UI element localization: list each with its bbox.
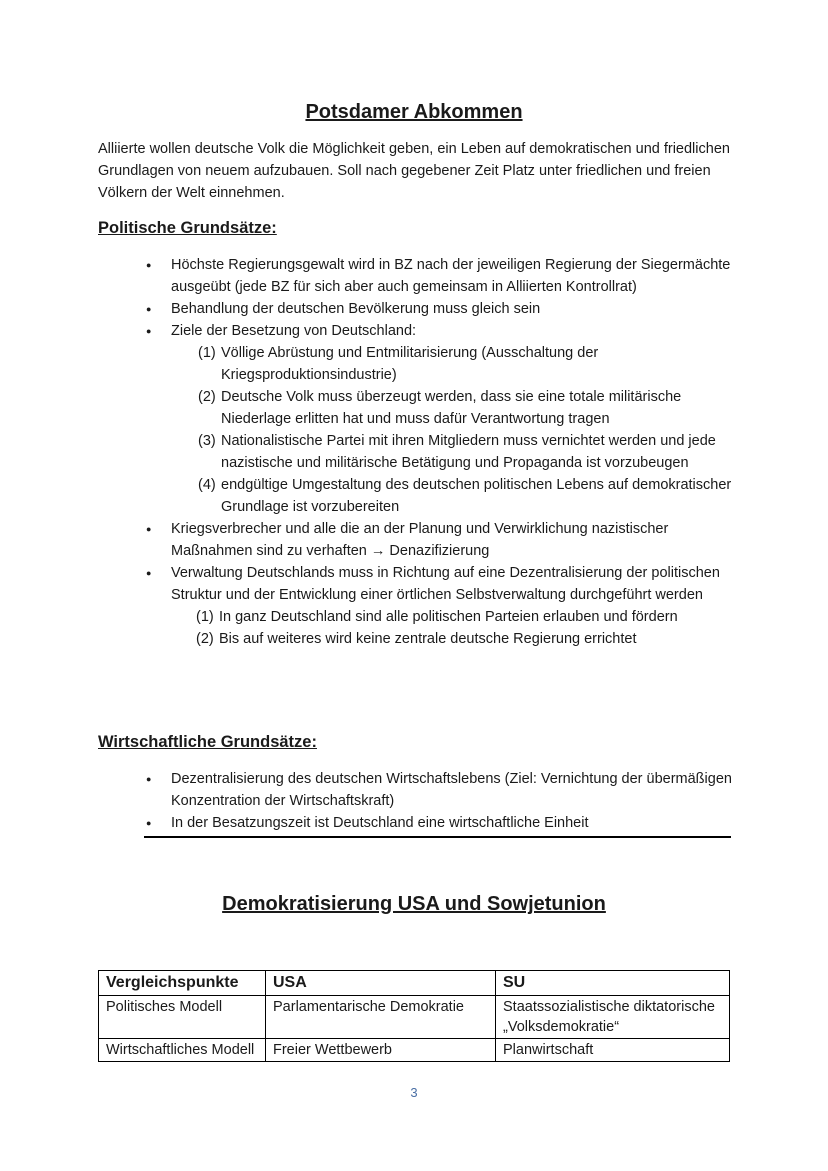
table-header-row <box>99 971 730 996</box>
heading-politische-grundsaetze: Politische Grundsätze: <box>98 219 277 237</box>
table-cell: Wirtschaftliches Modell <box>99 1039 266 1062</box>
table-row <box>99 996 730 1039</box>
comparison-table <box>98 970 730 1062</box>
numbered-item <box>171 628 736 650</box>
numbered-item <box>171 474 736 518</box>
column-header: SU <box>496 971 730 996</box>
bullet-text: Ziele der Besetzung von Deutschland: <box>171 323 417 339</box>
item-text: Nationalistische Partei mit ihren Mitgliedern muss vernichtet werden und jede nazistische und militärische Betätigung und Propaganda ist vorzubeugen <box>221 433 716 471</box>
list-item <box>146 812 736 834</box>
page-number: 3 <box>410 1085 418 1100</box>
item-text: Deutsche Volk muss überzeugt werden, dass sie eine totale militärische Niederlage erlitten hat und muss dafür Verantwortung tragen <box>221 389 682 427</box>
list-item <box>146 768 736 812</box>
list-item <box>146 254 736 298</box>
item-text: Völlige Abrüstung und Entmilitarisierung (Ausschaltung der Kriegsproduktionsindustrie) <box>221 345 599 383</box>
bullet-text: In der Besatzungszeit ist Deutschland eine wirtschaftliche Einheit <box>171 815 589 831</box>
section-title-potsdamer-abkommen: Potsdamer Abkommen <box>305 101 523 123</box>
table-cell: Planwirtschaft <box>496 1039 730 1062</box>
numbered-item <box>171 430 736 474</box>
table-cell: Politisches Modell <box>99 996 266 1039</box>
item-number: (1) <box>198 345 216 361</box>
heading-wirtschaftliche-grundsaetze: Wirtschaftliche Grundsätze: <box>98 733 317 751</box>
item-number: (3) <box>198 433 216 449</box>
numbered-item <box>171 386 736 430</box>
bullet-text: Verwaltung Deutschlands muss in Richtung auf eine Dezentralisierung der politischen Struktur und der Entwicklung einer örtlichen Selbstverwaltung durchgeführt werden <box>171 565 720 603</box>
list-item <box>146 298 736 320</box>
item-number: (2) <box>198 389 216 405</box>
bullet-text: Behandlung der deutschen Bevölkerung muss gleich sein <box>171 301 541 317</box>
bullet-text: Kriegsverbrecher und alle die an der Planung und Verwirklichung nazistischer Maßnahmen sind zu verhaften → Denazifizierung <box>171 521 669 559</box>
list-item <box>146 518 736 562</box>
list-item <box>146 320 736 518</box>
table-cell: Parlamentarische Demokratie <box>266 996 496 1039</box>
numbered-item <box>171 606 736 628</box>
economic-bullet-list <box>146 768 736 834</box>
section-title-demokratisierung: Demokratisierung USA und Sowjetunion <box>222 893 606 915</box>
list-item <box>146 562 736 650</box>
bullet-text: Dezentralisierung des deutschen Wirtschaftslebens (Ziel: Vernichtung der übermäßigen Konzentration der Wirtschaftskraft) <box>171 771 732 809</box>
item-number: (2) <box>196 631 214 647</box>
numbered-item <box>171 342 736 386</box>
administration-list <box>171 606 736 650</box>
political-bullet-list <box>146 254 736 650</box>
column-header: USA <box>266 971 496 996</box>
table-cell: Freier Wettbewerb <box>266 1039 496 1062</box>
table-row <box>99 1039 730 1062</box>
table-cell: Staatssozialistische diktatorische „Volksdemokratie“ <box>496 996 730 1039</box>
item-text: In ganz Deutschland sind alle politischen Parteien erlauben und fördern <box>219 609 678 625</box>
item-text: endgültige Umgestaltung des deutschen politischen Lebens auf demokratischer Grundlage ist vorzubereiten <box>221 477 732 515</box>
item-number: (1) <box>196 609 214 625</box>
intro-paragraph: Alliierte wollen deutsche Volk die Möglichkeit geben, ein Leben auf demokratischen und friedlichen Grundlagen von neuem aufzubauen. Soll nach gegebener Zeit Platz unter friedlichen und freien Völkern der Welt einnehmen. <box>98 141 730 201</box>
item-number: (4) <box>198 477 216 493</box>
occupation-goals-list <box>171 342 736 518</box>
bullet-text: Höchste Regierungsgewalt wird in BZ nach der jeweiligen Regierung der Siegermächte ausgeübt (jede BZ für sich aber auch gemeinsam in Alliierten Kontrollrat) <box>171 257 731 295</box>
item-text: Bis auf weiteres wird keine zentrale deutsche Regierung errichtet <box>219 631 637 647</box>
section-divider <box>144 836 731 838</box>
column-header: Vergleichspunkte <box>99 971 266 996</box>
